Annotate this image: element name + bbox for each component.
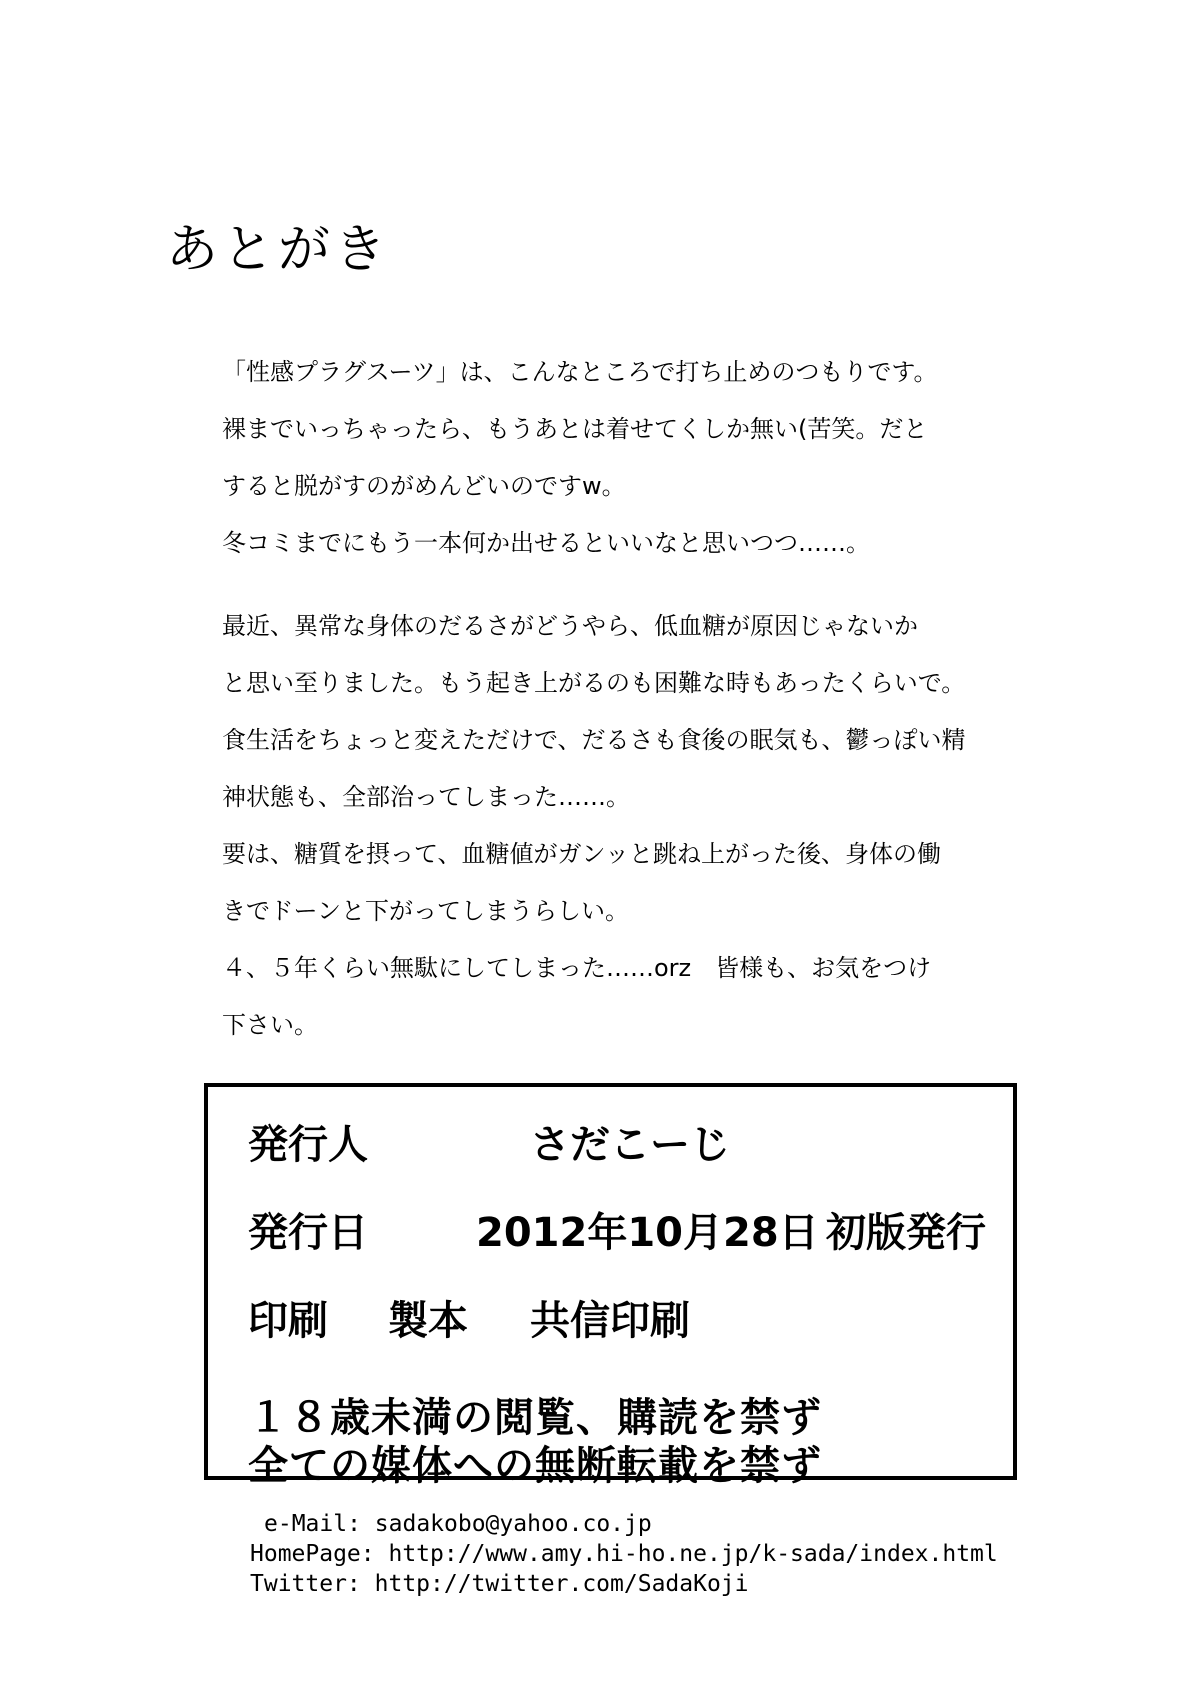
email-line: e-Mail: sadakobo@yahoo.co.jp [264,1511,652,1537]
date-label: 発行日 [248,1210,368,1256]
publisher-label: 発行人 [248,1122,368,1168]
contact-info [250,1509,998,1599]
afterword-line: 冬コミまでにもう一本何か出せるといいなと思いつつ……。 [222,529,870,557]
printer-value: 共信印刷 [530,1298,690,1344]
twitter-line: Twitter: http://twitter.com/SadaKoji [250,1571,749,1597]
afterword-line: と思い至りました。もう起き上がるのも困難な時もあったくらいで。 [222,669,966,697]
date-value: 2012年10月28日 [476,1210,819,1256]
afterword-line: 下さい。 [222,1011,318,1039]
afterword-line: 神状態も、全部治ってしまった……。 [222,783,630,811]
date-edition: 初版発行 [826,1210,986,1256]
afterword-line: 「性感プラグスーツ」は、こんなところで打ち止めのつもりです。 [222,358,938,386]
page-title: あとがき [166,219,391,280]
colophon-box [204,1083,1017,1489]
publisher-value: さだこーじ [530,1122,730,1168]
afterword-line: 裸までいっちゃったら、もうあとは着せてくしか無い(苦笑。だと [222,415,928,443]
afterword-line: すると脱がすのがめんどいのですw。 [222,472,626,500]
afterword-text [222,344,1022,1054]
homepage-line: HomePage: http://www.amy.hi-ho.ne.jp/k-sada/index.html [250,1541,998,1567]
afterword-line: 要は、糖質を摂って、血糖値がガンッと跳ね上がった後、身体の働 [222,840,942,868]
afterword-line: きでドーンと下がってしまうらしい。 [222,897,630,925]
afterword-line: 食生活をちょっと変えただけで、だるさも食後の眠気も、鬱っぽい精 [222,726,966,754]
afterword-line: ４、５年くらい無駄にしてしまった……orz 皆様も、お気をつけ [222,954,932,982]
print-label: 印刷 [248,1298,328,1344]
reprint-notice: 全ての媒体への無断転載を禁ず [248,1443,822,1489]
age-restriction-notice: １８歳未満の閲覧、購読を禁ず [248,1395,822,1441]
binding-label: 製本 [388,1298,468,1344]
afterword-line: 最近、異常な身体のだるさがどうやら、低血糖が原因じゃないか [222,612,918,640]
